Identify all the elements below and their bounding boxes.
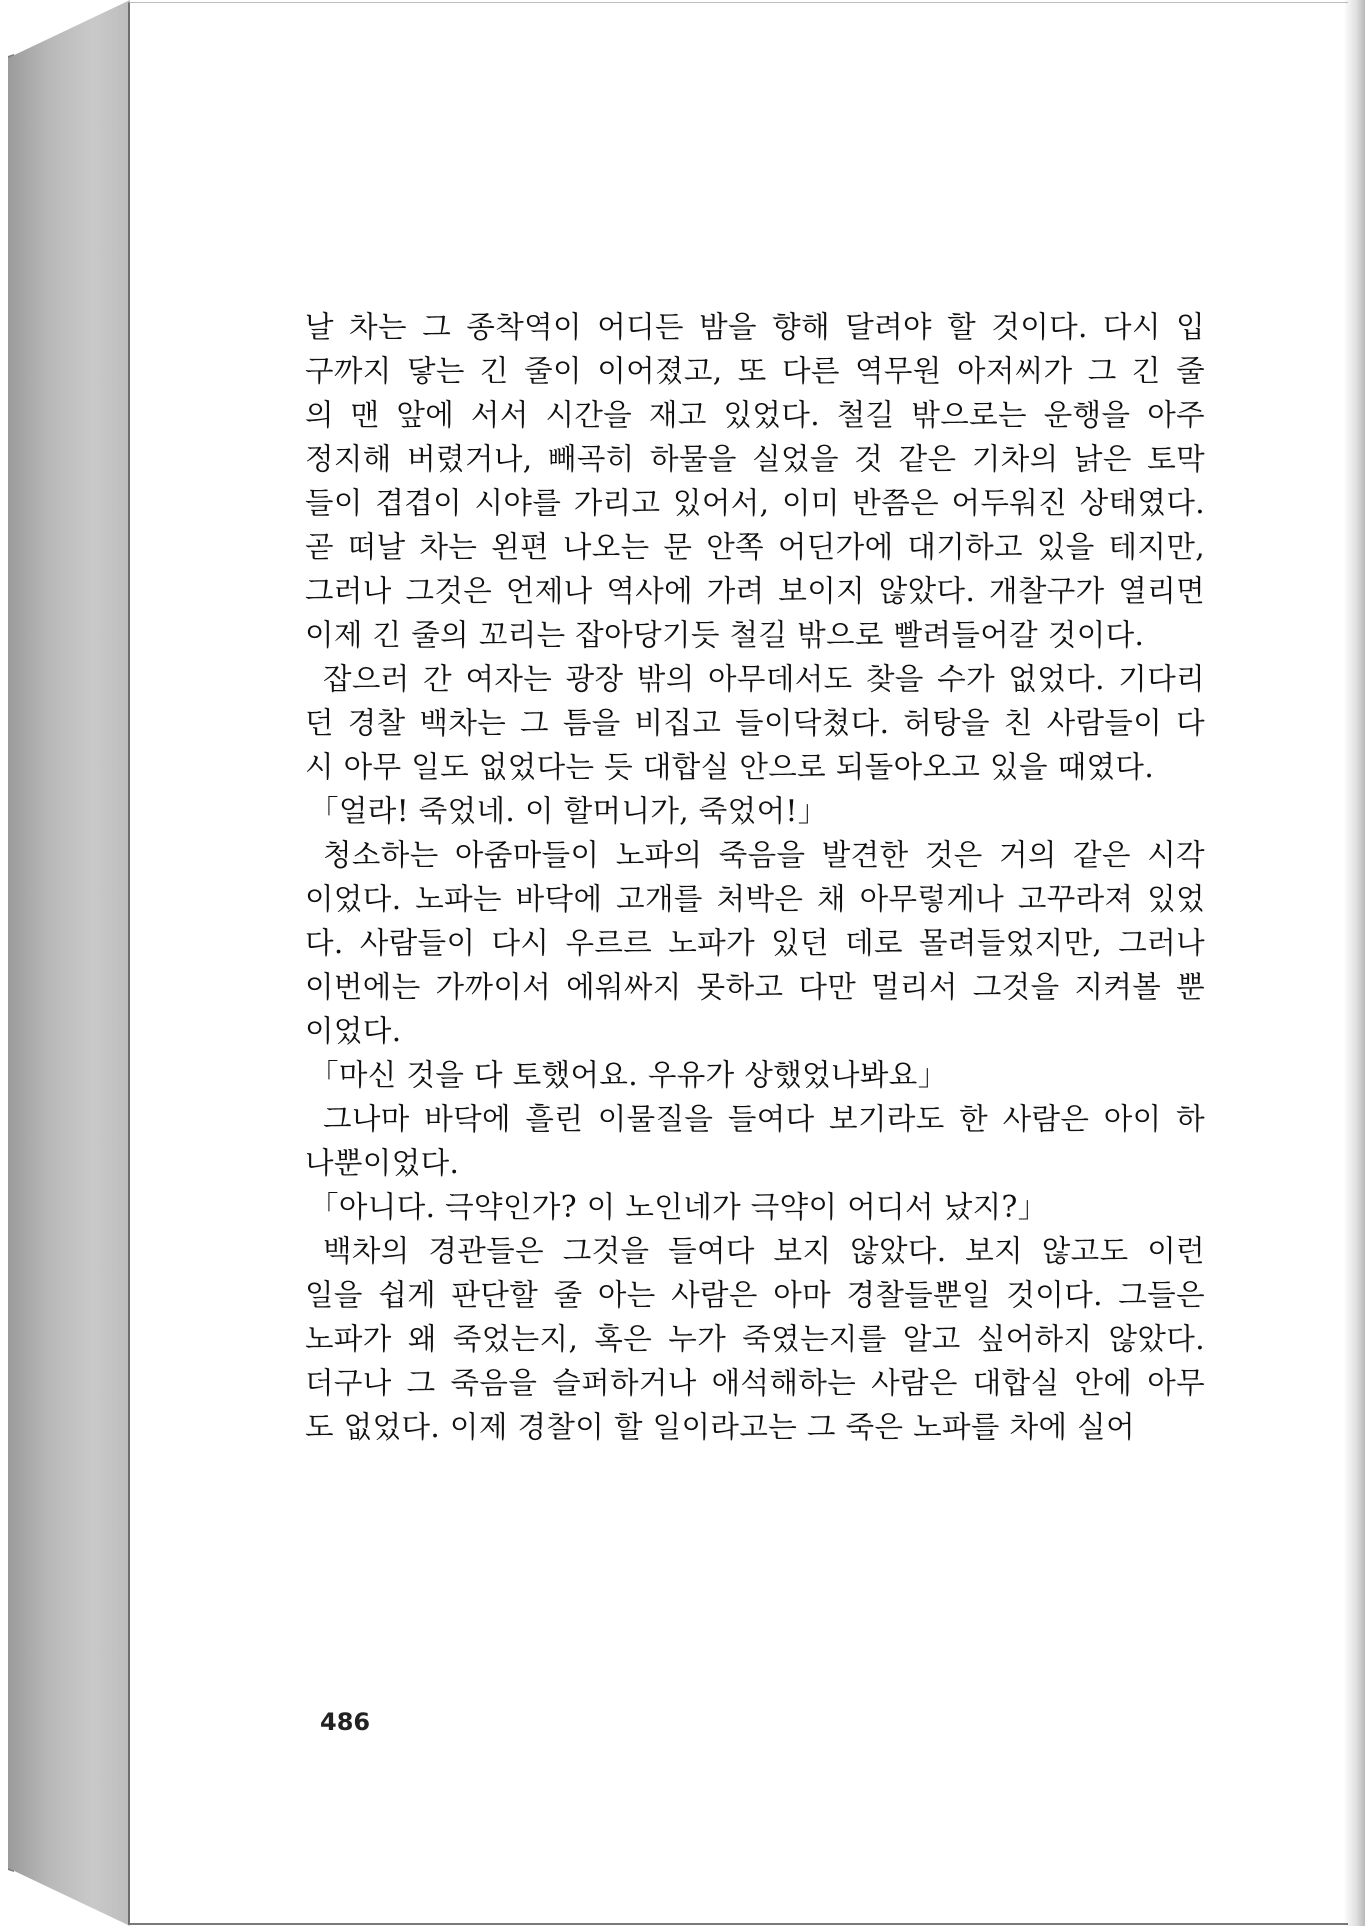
book-spine: [8, 0, 130, 1926]
text-line: 더구나 그 죽음을 슬퍼하거나 애석해하는 사람은 대합실 안에 아무: [305, 1366, 1205, 1400]
text-line: 그나마 바닥에 흘린 이물질을 들여다 보기라도 한 사람은 아이 하: [323, 1102, 1205, 1136]
text-line: 들이 겹겹이 시야를 가리고 있어서, 이미 반쯤은 어두워진 상태였다.: [305, 486, 1205, 520]
text-line: 「얼라! 죽었네. 이 할머니가, 죽었어!」: [309, 794, 828, 828]
dialogue-paragraph: [305, 1185, 1205, 1229]
body-paragraph: [305, 833, 1205, 1053]
text-line: 백차의 경관들은 그것을 들여다 보지 않았다. 보지 않고도 이런: [323, 1234, 1205, 1268]
text-line: 이제 긴 줄의 꼬리는 잡아당기듯 철길 밖으로 빨려들어갈 것이다.: [305, 618, 1145, 652]
text-line: 노파가 왜 죽었는지, 혹은 누가 죽였는지를 알고 싶어하지 않았다.: [305, 1322, 1205, 1356]
text-line: 청소하는 아줌마들이 노파의 죽음을 발견한 것은 거의 같은 시각: [323, 838, 1205, 872]
text-line: 이었다.: [305, 1014, 402, 1048]
page-edge-shadow: [1343, 0, 1365, 1926]
text-line: 곧 떠날 차는 왼편 나오는 문 안쪽 어딘가에 대기하고 있을 테지만,: [305, 530, 1205, 564]
page-number: 486: [320, 1708, 371, 1736]
body-paragraph: [305, 657, 1205, 789]
text-line: 정지해 버렸거나, 빼곡히 하물을 실었을 것 같은 기차의 낡은 토막: [305, 442, 1205, 476]
text-line: 날 차는 그 종착역이 어디든 밤을 향해 달려야 할 것이다. 다시 입: [305, 310, 1205, 344]
body-paragraph: [305, 1097, 1205, 1185]
text-line: 일을 쉽게 판단할 줄 아는 사람은 아마 경찰들뿐일 것이다. 그들은: [305, 1278, 1205, 1312]
body-paragraph: [305, 1229, 1205, 1449]
text-line: 「마신 것을 다 토했어요. 우유가 상했었나봐요」: [309, 1058, 948, 1092]
body-paragraph: [305, 305, 1205, 657]
text-line: 나뿐이었다.: [305, 1146, 460, 1180]
text-line: 다. 사람들이 다시 우르르 노파가 있던 데로 몰려들었지만, 그러나: [305, 926, 1205, 960]
page-body-text: [305, 305, 1205, 1449]
text-line: 잡으러 간 여자는 광장 밖의 아무데서도 찾을 수가 없었다. 기다리: [323, 662, 1205, 696]
text-line: 던 경찰 백차는 그 틈을 비집고 들이닥쳤다. 허탕을 친 사람들이 다: [305, 706, 1205, 740]
text-line: 그러나 그것은 언제나 역사에 가려 보이지 않았다. 개찰구가 열리면: [305, 574, 1205, 608]
dialogue-paragraph: [305, 1053, 1205, 1097]
text-line: 이었다. 노파는 바닥에 고개를 처박은 채 아무렇게나 고꾸라져 있었: [305, 882, 1205, 916]
text-line: 의 맨 앞에 서서 시간을 재고 있었다. 철길 밖으로는 운행을 아주: [305, 398, 1205, 432]
text-line: 시 아무 일도 없었다는 듯 대합실 안으로 되돌아오고 있을 때였다.: [305, 750, 1155, 784]
text-line: 이번에는 가까이서 에워싸지 못하고 다만 멀리서 그것을 지켜볼 뿐: [305, 970, 1205, 1004]
text-line: 「아니다. 극약인가? 이 노인네가 극약이 어디서 났지?」: [309, 1190, 1048, 1224]
text-line: 구까지 닿는 긴 줄이 이어졌고, 또 다른 역무원 아저씨가 그 긴 줄: [305, 354, 1205, 388]
dialogue-paragraph: [305, 789, 1205, 833]
text-line: 도 없었다. 이제 경찰이 할 일이라고는 그 죽은 노파를 차에 실어: [305, 1410, 1135, 1444]
